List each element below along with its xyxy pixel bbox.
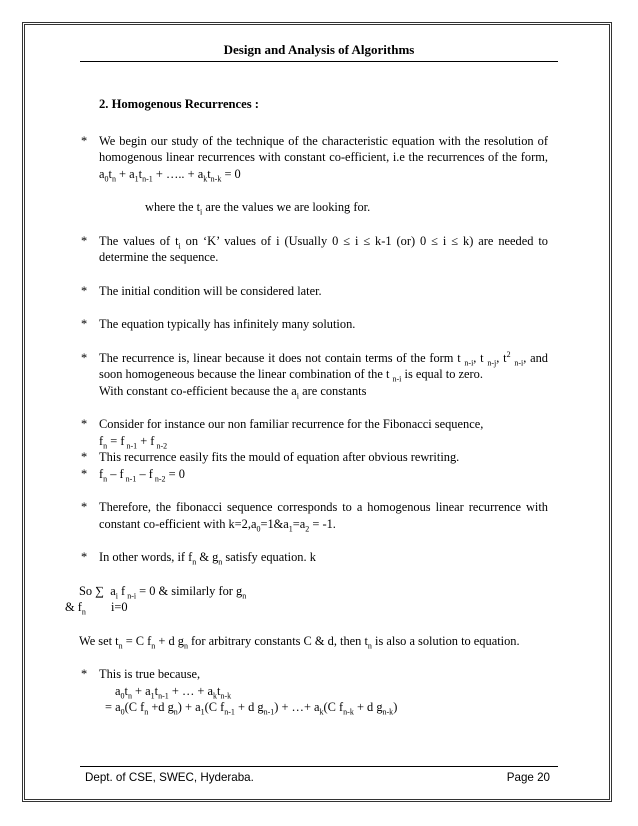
header-rule bbox=[80, 61, 558, 62]
bullet-true-because: * This is true because, bbox=[81, 667, 201, 681]
bullet-mark: * bbox=[81, 133, 88, 148]
footer-department: Dept. of CSE, SWEC, Hyderaba. bbox=[85, 771, 254, 784]
page-number: Page 20 bbox=[506, 771, 550, 784]
math-line-1: $a_0t_n + a_1t_{n-1}$ + … + $a_kt_{n-k}$ bbox=[115, 683, 232, 700]
recurrence-form: $a_0t_n + a_1t_{n-1}$ + ….. + $a_kt_{n-k} = 0$ bbox=[99, 166, 241, 183]
bullet-rewriting: * This recurrence easily fits the mould of equation after obvious rewriting. bbox=[81, 450, 460, 464]
section-title: 2. Homogenous Recurrences : bbox=[99, 97, 259, 111]
where-note: where the $t_i$ are the values we are looking for. bbox=[145, 200, 371, 217]
page-header: Design and Analysis of Algorithms bbox=[223, 42, 415, 57]
bullet-rewritten-equation: * $f_n$ – f $_{n-1}$ – f $_{n-2}$ = 0 bbox=[81, 466, 185, 483]
bullet-initial-condition: * The initial condition will be considered later. bbox=[81, 283, 322, 298]
summation-block: So ∑ $a_i$ f $_{n-i}$ = 0 & similarly for $g_n$ & $f_n$ i=0 bbox=[65, 583, 247, 617]
document-body bbox=[65, 96, 548, 717]
bullet-linear-homogeneous: * The recurrence is, linear because it does not contain terms of the form t $_{n-i}$, t $_{n-j}$, $t^2$ $_{n-i}$, and soon homogeneous because the linear combination of the t $_{n-i}$ is equal to zero. With constant co-efficient because the $a_i$ are constants bbox=[81, 349, 548, 400]
bullet-text: We begin our study of the technique of the characteristic equation with the resolution of homogenous linear recurrences with constant co-efficient, i.e the recurrences of the form, $a_0t_n + a_1t_{n-1}$ + ….. + $a_kt_{n-k} = 0$ bbox=[99, 133, 548, 183]
math-line-2: = $a_0(C$ $f_n +d$ $g_n) + a_1(C$ $f_{n-1} + d$ $g_{n-1}$) + …+ $a_k(C$ $f_{n-k} + d$ $g_{n-k}$) bbox=[105, 700, 398, 717]
bullet-infinite-solutions: * The equation typically has infinitely many solution. bbox=[81, 317, 356, 331]
page-footer bbox=[85, 771, 550, 784]
bullet-initial-values: * The values of $t_i$ on ‘K’ values of i (Usually 0 ≤ i ≤ k-1 (or) 0 ≤ i ≤ k) are needed to determine the sequence. bbox=[81, 233, 548, 264]
bullet-characteristic-equation bbox=[81, 133, 548, 183]
bullet-therefore: * Therefore, the fibonacci sequence corresponds to a homogenous linear recurrence with constant co-efficient with $k=2,a_0=1\&a_1=a_2 = -1$. bbox=[81, 500, 548, 533]
bullet-fibonacci: * Consider for instance our non familiar recurrence for the Fibonacci sequence, $f_n = f$ $_{n-1}$ + f $_{n-2}$ bbox=[81, 417, 484, 450]
paragraph-set: We set $t_n = C$ $f_n + d$ $g_n$ for arbitrary constants C & d, then $t_n$ is also a solution to equation. bbox=[79, 633, 520, 650]
bullet-in-other-words: * In other words, if $f_n$ & $g_n$ satisfy equation. k bbox=[81, 550, 316, 567]
fibonacci-equation: $f_n = f$ $_{n-1}$ + f $_{n-2}$ bbox=[99, 433, 168, 450]
footer-rule bbox=[80, 766, 558, 767]
